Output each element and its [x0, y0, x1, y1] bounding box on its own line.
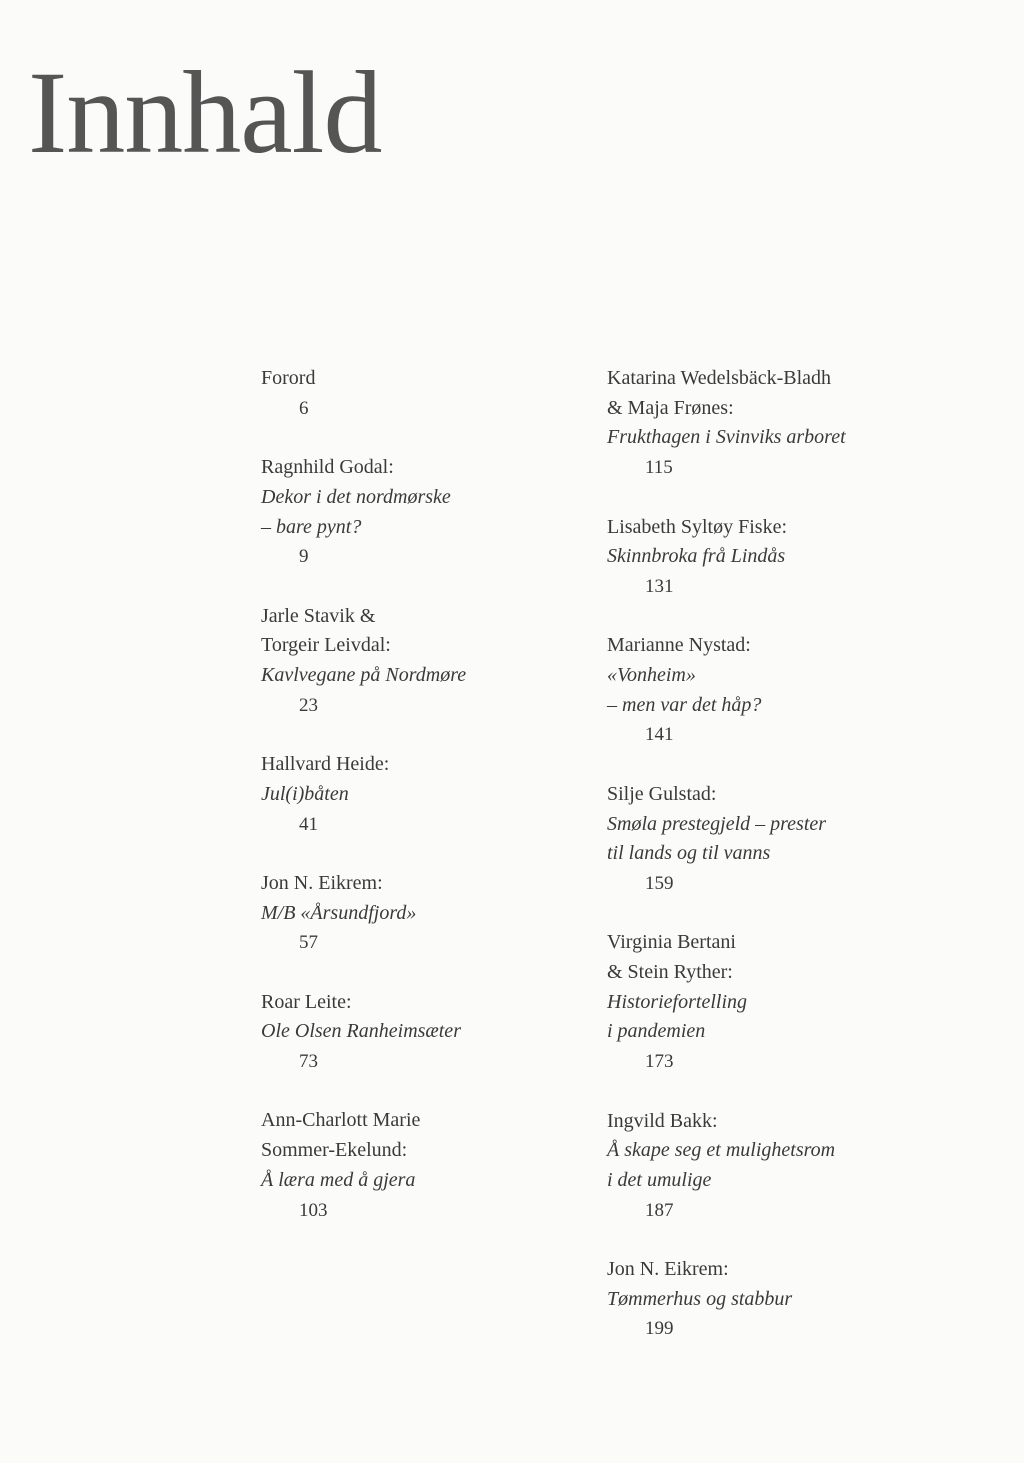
toc-page-number: 199	[645, 1318, 674, 1340]
toc-title: Skinnbroka frå Lindås	[607, 545, 786, 568]
toc-title: Ole Olsen Ranheimsæter	[261, 1020, 461, 1043]
toc-entry	[607, 631, 937, 750]
toc-author: Marianne Nystad:	[607, 634, 751, 657]
toc-page-number: 173	[645, 1051, 674, 1073]
toc-entry	[261, 453, 591, 572]
toc-author: Katarina Wedelsbäck-Bladh	[607, 367, 832, 389]
toc-title: Tømmerhus og stabbur	[607, 1287, 793, 1310]
toc-page-number: 115	[645, 457, 673, 479]
toc-entry	[607, 1255, 937, 1344]
toc-page-number: 57	[299, 932, 318, 954]
toc-author: Virginia Bertani	[607, 931, 736, 954]
toc-page-number: 103	[299, 1199, 328, 1221]
toc-title: «Vonheim»	[607, 664, 696, 686]
toc-page-number: 141	[645, 724, 674, 746]
toc-entry	[261, 869, 591, 958]
toc-author: Torgeir Leivdal:	[261, 634, 391, 657]
toc-author: Ingvild Bakk:	[607, 1109, 718, 1132]
toc-author: Ragnhild Godal:	[261, 456, 394, 479]
toc-column-right	[607, 364, 937, 1374]
toc-title: Jul(i)båten	[261, 782, 349, 805]
toc-entry	[261, 602, 591, 721]
toc-page-number: 23	[299, 694, 318, 716]
toc-title: Kavlvegane på Nordmøre	[261, 664, 467, 686]
toc-page-number: 73	[299, 1051, 318, 1073]
toc-title: Historiefortelling	[607, 990, 747, 1013]
toc-column-left	[261, 364, 591, 1255]
toc-author: Jon N. Eikrem:	[261, 871, 383, 894]
toc-author: Jon N. Eikrem:	[607, 1258, 729, 1280]
toc-author: Hallvard Heide:	[261, 753, 390, 776]
toc-page-number: 41	[299, 813, 318, 835]
toc-title: Smøla prestegjeld – prester	[607, 812, 827, 835]
toc-author: Silje Gulstad:	[607, 782, 717, 805]
toc-title: Dekor i det nordmørske	[261, 485, 451, 508]
toc-title: Å skape seg et mulighetsrom	[607, 1139, 836, 1162]
toc-entry	[607, 780, 937, 899]
toc-author: Lisabeth Syltøy Fiske:	[607, 515, 787, 538]
toc-title: i pandemien	[607, 1020, 706, 1043]
toc-title: i det umulige	[607, 1168, 712, 1191]
toc-entry	[261, 364, 591, 423]
toc-author: & Stein Ryther:	[607, 961, 733, 983]
toc-title: – men var det håp?	[607, 693, 762, 716]
toc-title: til lands og til vanns	[607, 842, 771, 865]
page-title: Innhald	[28, 47, 382, 178]
toc-entry	[607, 364, 937, 483]
toc-page-number: 187	[645, 1199, 674, 1221]
toc-author: Roar Leite:	[261, 990, 352, 1013]
toc-title: – bare pynt?	[261, 515, 362, 538]
toc-entry	[607, 928, 937, 1077]
toc-page-number: 6	[299, 397, 309, 419]
toc-entry	[261, 988, 591, 1077]
toc-page-number: 9	[299, 546, 309, 568]
toc-author: Jarle Stavik &	[261, 604, 376, 627]
toc-entry	[261, 750, 591, 839]
toc-title: Frukthagen i Svinviks arboret	[607, 426, 846, 449]
toc-author: & Maja Frønes:	[607, 396, 734, 419]
toc-title: Å læra med å gjera	[261, 1168, 416, 1191]
toc-page-number: 131	[645, 575, 674, 597]
toc-author: Sommer-Ekelund:	[261, 1139, 408, 1162]
toc-title: M/B «Årsundfjord»	[261, 901, 417, 924]
toc-page-number: 159	[645, 872, 674, 894]
toc-entry	[261, 1106, 591, 1225]
toc-author: Forord	[261, 367, 316, 389]
toc-entry	[607, 513, 937, 602]
toc-author: Ann-Charlott Marie	[261, 1109, 421, 1132]
toc-entry	[607, 1107, 937, 1226]
